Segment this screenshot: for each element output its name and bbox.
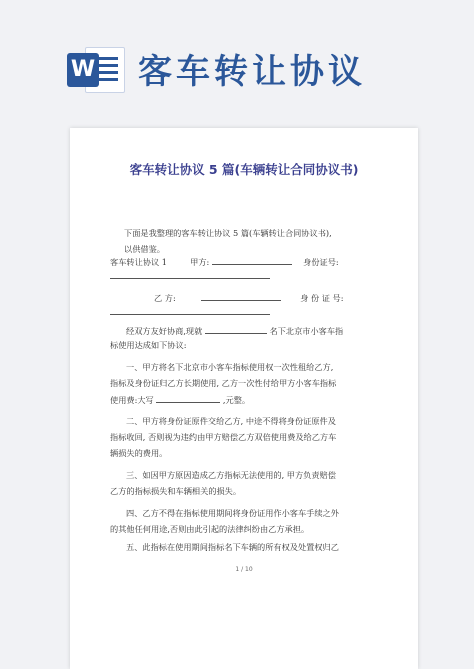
item1-line-2: 指标及身份证归乙方长期使用, 乙方一次性付给甲方小客车指标	[110, 378, 337, 388]
party-a-id-label: 身份证号:	[303, 257, 339, 267]
item4-line-2: 的其他任何用途,否则由此引起的法律纠纷由乙方承担。	[110, 524, 310, 534]
item2-line-2: 指标收回, 否则视为违约由甲方赔偿乙方双倍使用费及给乙方车	[110, 432, 337, 442]
party-a-id-blank-line	[110, 270, 380, 281]
party-b-line	[154, 292, 404, 304]
intro-line-1: 下面是我整理的客车转让协议 5 篇(车辆转让合同协议书),	[124, 228, 332, 238]
document-title: 客车转让协议 5 篇(车辆转让合同协议书)	[129, 162, 359, 177]
word-icon-badge: W	[67, 53, 99, 87]
party-b-id-blank-line	[110, 306, 380, 317]
item3-line-2: 乙方的指标损失和车辆相关的损失。	[110, 486, 242, 496]
party-b-id-label: 身 份 证 号:	[300, 293, 344, 303]
party-a-id-blank	[110, 270, 270, 279]
item5-line-1: 五、此指标在使用期间指标名下车辆的所有权及处置权归乙	[126, 542, 339, 552]
party-b-id-blank	[110, 306, 270, 315]
agreement-number: 客车转让协议 1	[110, 257, 167, 267]
word-icon	[67, 43, 125, 97]
item2-line-1: 二、甲方将身份证原件交给乙方, 中途不得将身份证原件及	[126, 416, 336, 426]
party-a-line	[110, 256, 400, 268]
page-number: 1 / 10	[235, 566, 253, 573]
para1-line-1: 经双方友好协商,现就 名下北京市小客车指	[126, 326, 344, 336]
owner-blank	[205, 325, 267, 334]
intro-line-2: 以供借鉴。	[124, 244, 165, 254]
item4-line-1: 四、乙方不得在指标使用期间将身份证用作小客车手续之外	[126, 508, 339, 518]
page-title: 客车转让协议	[138, 52, 366, 92]
fee-blank	[156, 394, 220, 403]
header-banner	[0, 0, 474, 130]
party-a-blank	[212, 256, 292, 265]
item2-line-3: 辆损失的费用。	[110, 448, 168, 458]
party-b-label: 乙 方:	[154, 293, 176, 303]
document-page[interactable]	[70, 128, 418, 669]
item1-line-3: 使用费:大写 ,元整。	[110, 395, 251, 405]
item3-line-1: 三、如因甲方原因造成乙方指标无法使用的, 甲方负责赔偿	[126, 470, 336, 480]
party-a-label: 甲方:	[190, 257, 210, 267]
item1-line-1: 一、甲方将名下北京市小客车指标使用权一次性租给乙方,	[126, 362, 334, 372]
para1-line-2: 标使用达成如下协议:	[110, 340, 187, 350]
party-b-blank	[201, 292, 281, 301]
